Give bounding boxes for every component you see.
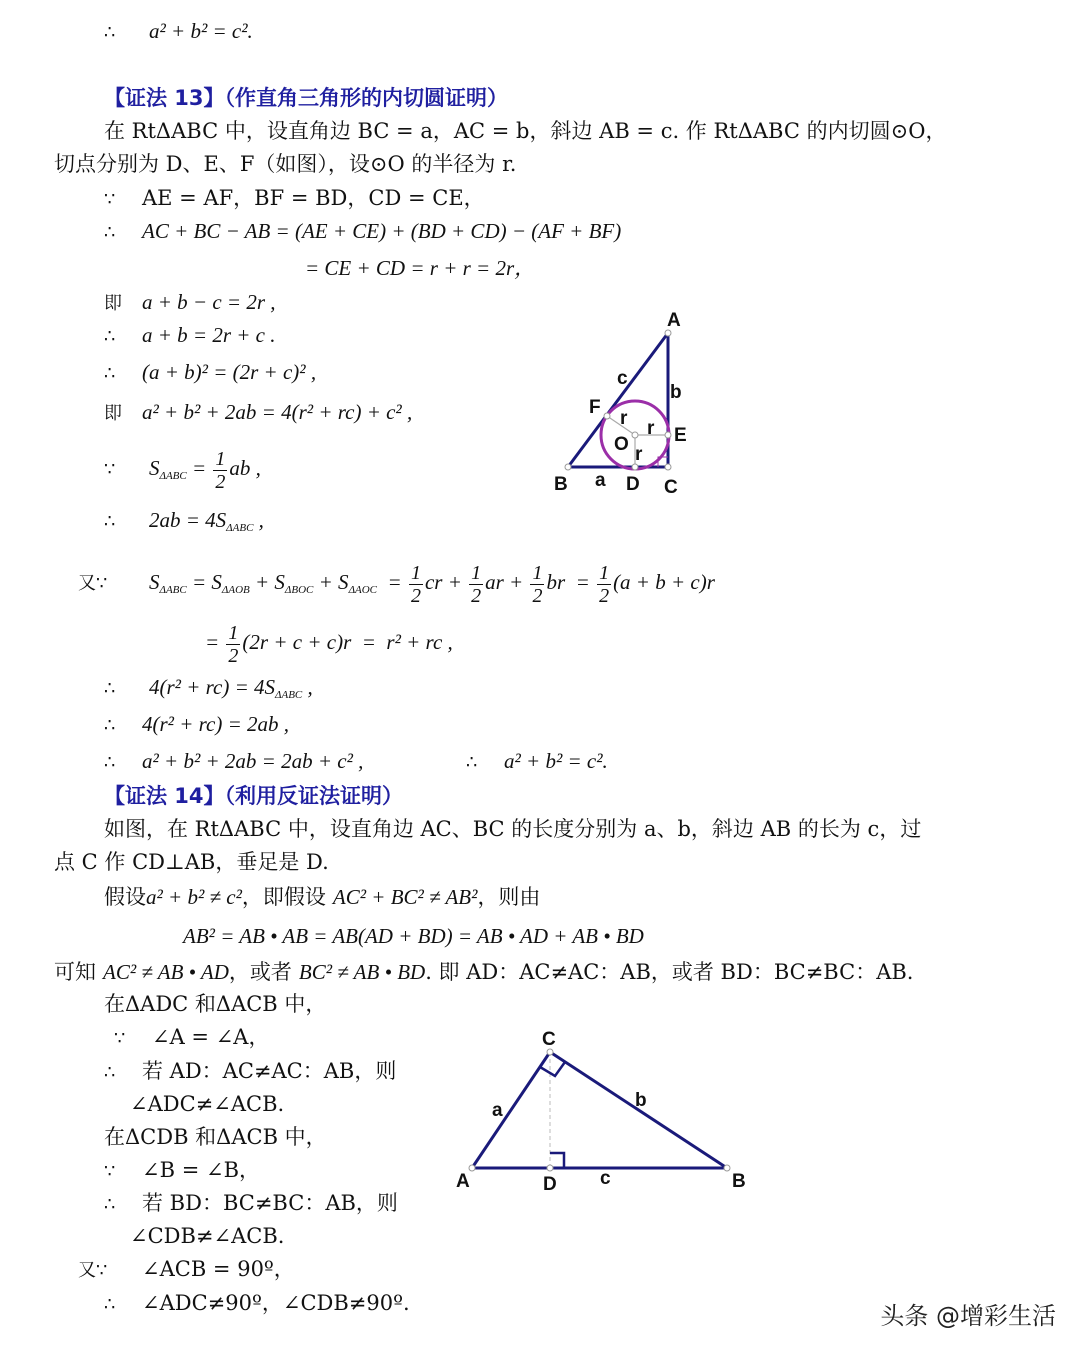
proof13-line [205, 622, 453, 667]
because-symbol: ∵ [104, 1161, 116, 1182]
proof14-title: 【证法 14】 [104, 784, 225, 808]
proof14-step [114, 1022, 269, 1054]
label-radius: r [647, 418, 655, 439]
math-expression: = $\frac{1}{2}$ (2r + c + c)r = r² + rc , [205, 622, 453, 667]
proof14-heading [104, 781, 403, 811]
math-expression: $S_{\Delta ABC} = S_{\Delta AOB} + S_{\Delta BOC} + S_{\Delta AOC}$ = $\frac{1}{2}$ cr + $\frac{1}{2}$ ar + $\frac{1}{2}$ br = $\frac{1}{2}$ (a + b + c)r [149, 562, 715, 607]
proof13-line [104, 216, 621, 248]
step-text: ∠B = ∠B， [142, 1158, 261, 1182]
math-expression: a² + b² = c². [504, 749, 608, 773]
proof14-intro-2: 点 C 作 CD⊥AB，垂足是 D. [54, 850, 329, 874]
label-o: O [614, 434, 629, 455]
fraction-half: $\frac{1}{2}$ [215, 448, 226, 493]
proof13-line [104, 709, 289, 741]
proof14-step [104, 989, 326, 1019]
therefore-symbol: ∴ [104, 363, 116, 384]
subscript: ΔABC [159, 470, 187, 483]
label-side-c: c [617, 368, 628, 389]
proof13-line [104, 183, 485, 215]
point-a [469, 1165, 475, 1171]
proof13-note: （作直角三角形的内切圆证明） [224, 86, 509, 110]
assumption-line [104, 882, 540, 913]
proof14-step [104, 1288, 410, 1320]
therefore-symbol: ∴ [104, 1294, 116, 1315]
math-expression: AC + BC − AB = (AE + CE) + (BD + CD) − (AF + BF) [142, 219, 622, 243]
label-a: A [667, 310, 681, 331]
proof14-step [78, 1254, 295, 1286]
math-expression: a² + b² + 2ab = 4(r² + rc) + c² , [142, 400, 413, 424]
proof13-line [104, 505, 264, 543]
side-ac [472, 1052, 550, 1168]
step-text: 在ΔADC 和ΔACB 中， [104, 992, 327, 1016]
math-expression: AB² = AB • AB = AB(AD + BD) = AB • AD + AB • BD [183, 924, 644, 948]
label-radius: r [635, 444, 643, 465]
namely-label: 即 [104, 293, 122, 314]
step-text: ∠ADC≠∠ACB. [130, 1092, 285, 1116]
label-f: F [589, 397, 601, 418]
line-text: AE = AF，BF = BD，CD = CE， [142, 186, 485, 210]
label-side-b: b [635, 1090, 647, 1111]
proof14-step [104, 1122, 327, 1152]
math-expression: 4(r² + rc) = 2ab , [142, 712, 290, 736]
proof13-line [305, 253, 535, 284]
label-side-b: b [670, 382, 682, 403]
step-text: ∠ADC≠90º，∠CDB≠90º. [142, 1291, 410, 1315]
proof13-line [104, 448, 261, 493]
proof13-line [104, 287, 276, 319]
subscript: ΔAOB [221, 584, 250, 597]
point-b [724, 1165, 730, 1171]
point-d [547, 1165, 553, 1171]
therefore-symbol: ∴ [466, 752, 478, 773]
again-because-symbol: 又∵ [78, 1260, 108, 1281]
proof14-step [104, 1188, 398, 1220]
assume-label: 假设 [104, 885, 146, 909]
proof13-intro-1: 在 RtΔABC 中，设直角边 BC = a，AC = b，斜边 AB = c. 作 RtΔABC 的内切圆⊙O， [104, 119, 947, 143]
proof13-line [104, 672, 313, 710]
therefore-symbol: ∴ [104, 678, 116, 699]
math-expression: $2ab = 4S_{\Delta ABC}$ , [149, 508, 264, 534]
math-expression: a + b = 2r + c . [142, 323, 276, 347]
proof13-title: 【证法 13】 [104, 86, 225, 110]
know-label: 可知 [54, 960, 96, 984]
point-f [604, 413, 610, 419]
proof14-step [104, 1056, 396, 1088]
subscript: ΔABC [275, 689, 303, 701]
math-expression: a² + b² = c². [149, 19, 253, 43]
label-side-c: c [600, 1168, 611, 1189]
label-c: C [542, 1029, 556, 1050]
again-because-symbol: 又∵ [78, 573, 108, 595]
assume-mid: ，即假设 [241, 885, 326, 909]
subscript: ΔAOC [348, 584, 378, 597]
proof13-line [104, 357, 316, 389]
namely-label: 即 [104, 403, 122, 424]
label-side-a: a [595, 470, 606, 491]
subscript: ΔABC [226, 522, 254, 534]
subscript: ΔBOC [284, 584, 314, 597]
step-text: ∠A = ∠A， [152, 1025, 270, 1049]
math-expression: AC² + BC² ≠ AB² [332, 885, 478, 909]
subscript: ΔABC [159, 584, 187, 597]
math-expression: = CE + CD = r + r = 2r， [305, 256, 536, 280]
proof14-step [130, 1221, 284, 1251]
expansion-line [183, 921, 644, 952]
know-suffix: . 即 AD：AC≠AC：AB，或者 BD：BC≠BC：AB. [425, 960, 914, 984]
label-a: A [456, 1171, 470, 1192]
proof14-step [130, 1089, 284, 1119]
label-d: D [543, 1174, 557, 1195]
therefore-symbol: ∴ [104, 715, 116, 736]
proof14-step [104, 1155, 260, 1187]
math-expression: a + b − c = 2r , [142, 290, 276, 314]
therefore-symbol: ∴ [104, 1062, 116, 1083]
step-text: 若 AD：AC≠AC：AB，则 [142, 1059, 397, 1083]
conclusion-line [54, 957, 913, 988]
step-text: ∠CDB≠∠ACB. [130, 1224, 285, 1248]
point-e [665, 432, 671, 438]
proof13-line [78, 562, 715, 607]
math-expression: a² + b² ≠ c² [146, 885, 242, 909]
proof13-line [104, 397, 412, 429]
math-expression: (a + b)² = (2r + c)² , [142, 360, 317, 384]
math-expression: a² + b² + 2ab = 2ab + c² , [142, 749, 364, 773]
label-radius: r [620, 408, 628, 429]
point-c [665, 464, 671, 470]
therefore-symbol: ∴ [104, 1194, 116, 1215]
math-expression: $S_{\Delta ABC}$ = $\frac{1}{2}$ ab , [149, 448, 261, 493]
assume-suffix: ，则由 [477, 885, 541, 909]
therefore-symbol: ∴ [104, 22, 116, 43]
proof13-intro-2: 切点分别为 D、E、F（如图），设⊙O 的半径为 r. [54, 152, 517, 176]
label-b: B [554, 474, 568, 495]
point-b [565, 464, 571, 470]
because-symbol: ∵ [114, 1028, 126, 1049]
step-text: ∠ACB = 90º， [142, 1257, 295, 1281]
right-angle-mark-c [540, 1062, 565, 1076]
proof14-note: （利用反证法证明） [224, 784, 404, 808]
therefore-symbol: ∴ [104, 326, 116, 347]
label-b: B [732, 1171, 746, 1192]
label-c: C [664, 477, 678, 498]
incircle-figure [540, 300, 730, 500]
therefore-symbol: ∴ [104, 511, 116, 532]
or-label: ，或者 [228, 960, 292, 984]
proof13-line [104, 746, 363, 778]
conclusion-line [104, 16, 253, 48]
label-e: E [674, 425, 687, 446]
step-text: 若 BD：BC≠BC：AB，则 [142, 1191, 398, 1215]
proof13-heading [104, 83, 508, 113]
math-expression: $4(r^2 + rc) = 4S_{\Delta ABC}$ , [149, 675, 313, 701]
proof13-final-line [466, 746, 608, 778]
therefore-symbol: ∴ [104, 222, 116, 243]
label-side-a: a [492, 1100, 503, 1121]
proof13-line [104, 320, 276, 352]
proof14-intro-1: 如图，在 RtΔABC 中，设直角边 AC、BC 的长度分别为 a、b，斜边 AB 的长为 c，过 [104, 817, 922, 841]
point-o [632, 432, 638, 438]
watermark: 头条 @增彩生活 [880, 1302, 1056, 1330]
math-expression: AC² ≠ AB • AD [103, 960, 229, 984]
altitude-figure [440, 1010, 770, 1200]
because-symbol: ∵ [104, 459, 116, 481]
because-symbol: ∵ [104, 189, 116, 210]
therefore-symbol: ∴ [104, 752, 116, 773]
step-text: 在ΔCDB 和ΔACB 中， [104, 1125, 327, 1149]
label-d: D [626, 474, 640, 495]
math-expression: BC² ≠ AB • BD [298, 960, 426, 984]
